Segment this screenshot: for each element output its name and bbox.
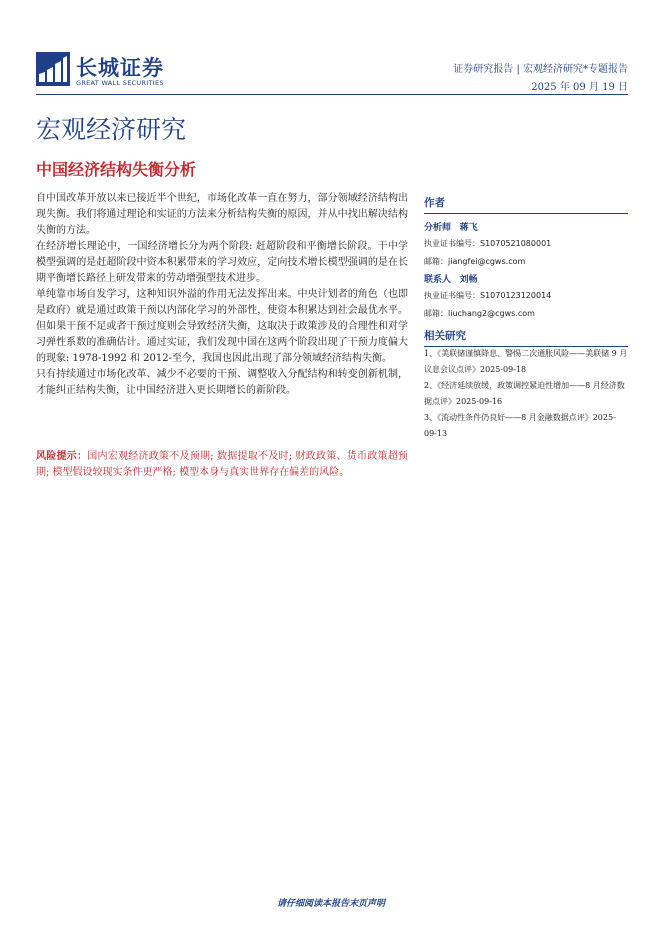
summary-body (36, 191, 408, 399)
related-research-list (424, 346, 628, 442)
contact-email-line (424, 308, 535, 319)
body-paragraph-1: 自中国改革开放以来已接近半个世纪，市场化改革一直在努力，部分领域经济结构出现失衡。我们将通过理论和实证的方法来分析结构失衡的原因，并从中找出解决结构失衡的方法。 (36, 193, 408, 236)
report-category: 证券研究报告 | 宏观经济研究*专题报告 (453, 64, 628, 75)
contact-role: 联系人 (424, 275, 452, 285)
logo-en-text: GREAT WALL SECURITIES (76, 79, 164, 87)
analyst-name: 蒋飞 (459, 223, 478, 233)
contact-name: 刘畅 (459, 275, 478, 285)
analyst-cert-line (424, 238, 551, 249)
contact-cert-label: 执业证书编号： (424, 291, 480, 300)
contact-cert-line (424, 290, 551, 301)
analyst-email-line (424, 256, 525, 267)
risk-label: 风险提示： (36, 451, 88, 462)
contact-cert: S1070123120014 (480, 291, 552, 300)
report-date: 2025 年 09 月 19 日 (531, 82, 628, 93)
body-paragraph-4: 只有持续通过市场化改革、减少不必要的干预、调整收入分配结构和转变创新机制，才能纠正结构失衡，让中国经济进入更长期增长的新阶段。 (36, 369, 408, 396)
body-paragraph-2: 在经济增长理论中，一国经济增长分为两个阶段: 赶超阶段和平衡增长阶段。干中学模型强调的是赶超阶段中资本积累带来的学习效应，定向技术增长模型强调的是在长期平衡增长路径上研发带来的劳动增强型技术进步。 (36, 241, 408, 284)
analyst-email[interactable]: jiangfei@cgws.com (448, 257, 526, 266)
footer-disclaimer: 请仔细阅读本报告末页声明 (276, 899, 385, 909)
great-wall-logo-icon (36, 52, 70, 86)
contact-email-label: 邮箱： (424, 309, 448, 318)
related-research-heading: 相关研究 (424, 328, 628, 347)
related-item-3[interactable]: 3、《流动性条件仍良好——8 月金融数据点评》2025-09-13 (424, 413, 616, 438)
body-paragraph-3: 单纯靠市场自发学习，这种知识外溢的作用无法发挥出来。中央计划者的角色（也即是政府）就是通过政策干预以内部化学习的外部性，使资本积累达到社会最优水平。但如果干预不足或者干预过度则会导致经济失衡，这取决于政策涉及的合理性和对学习弹性系数的准确估计。通过实证，我们发现中国在这两个阶段出现了干预力度偏大的现象: 1978-1992 和 2012-至今，我国也因此出现了部分领域经济结构失衡。 (36, 289, 408, 364)
authors-heading: 作者 (424, 195, 628, 214)
contact-line (424, 272, 478, 285)
document-title: 中国经济结构失衡分析 (36, 160, 197, 179)
risk-text: 国内宏观经济政策不及预期; 数据提取不及时; 财政政策、货币政策超预期; 模型假设较现实条件更严格; 模型本身与真实世界存在偏差的风险。 (36, 451, 409, 478)
analyst-line (424, 220, 478, 233)
section-title: 宏观经济研究 (36, 115, 187, 144)
analyst-cert-label: 执业证书编号： (424, 239, 480, 248)
analyst-email-label: 邮箱： (424, 257, 448, 266)
logo-cn-text: 长城证券 (76, 56, 164, 80)
related-item-2[interactable]: 2、《经济延续放缓，政策调控紧迫性增加——8 月经济数据点评》2025-09-16 (424, 381, 625, 406)
header-divider (36, 94, 628, 95)
company-logo (36, 52, 186, 92)
analyst-cert: S1070521080001 (480, 239, 552, 248)
contact-email[interactable]: liuchang2@cgws.com (448, 309, 535, 318)
related-item-1[interactable]: 1、《美联储谨慎降息、警惕二次通胀风险——美联储 9 月议息会议点评》2025-09-18 (424, 349, 628, 374)
risk-warning (36, 449, 408, 481)
analyst-role: 分析师 (424, 223, 452, 233)
